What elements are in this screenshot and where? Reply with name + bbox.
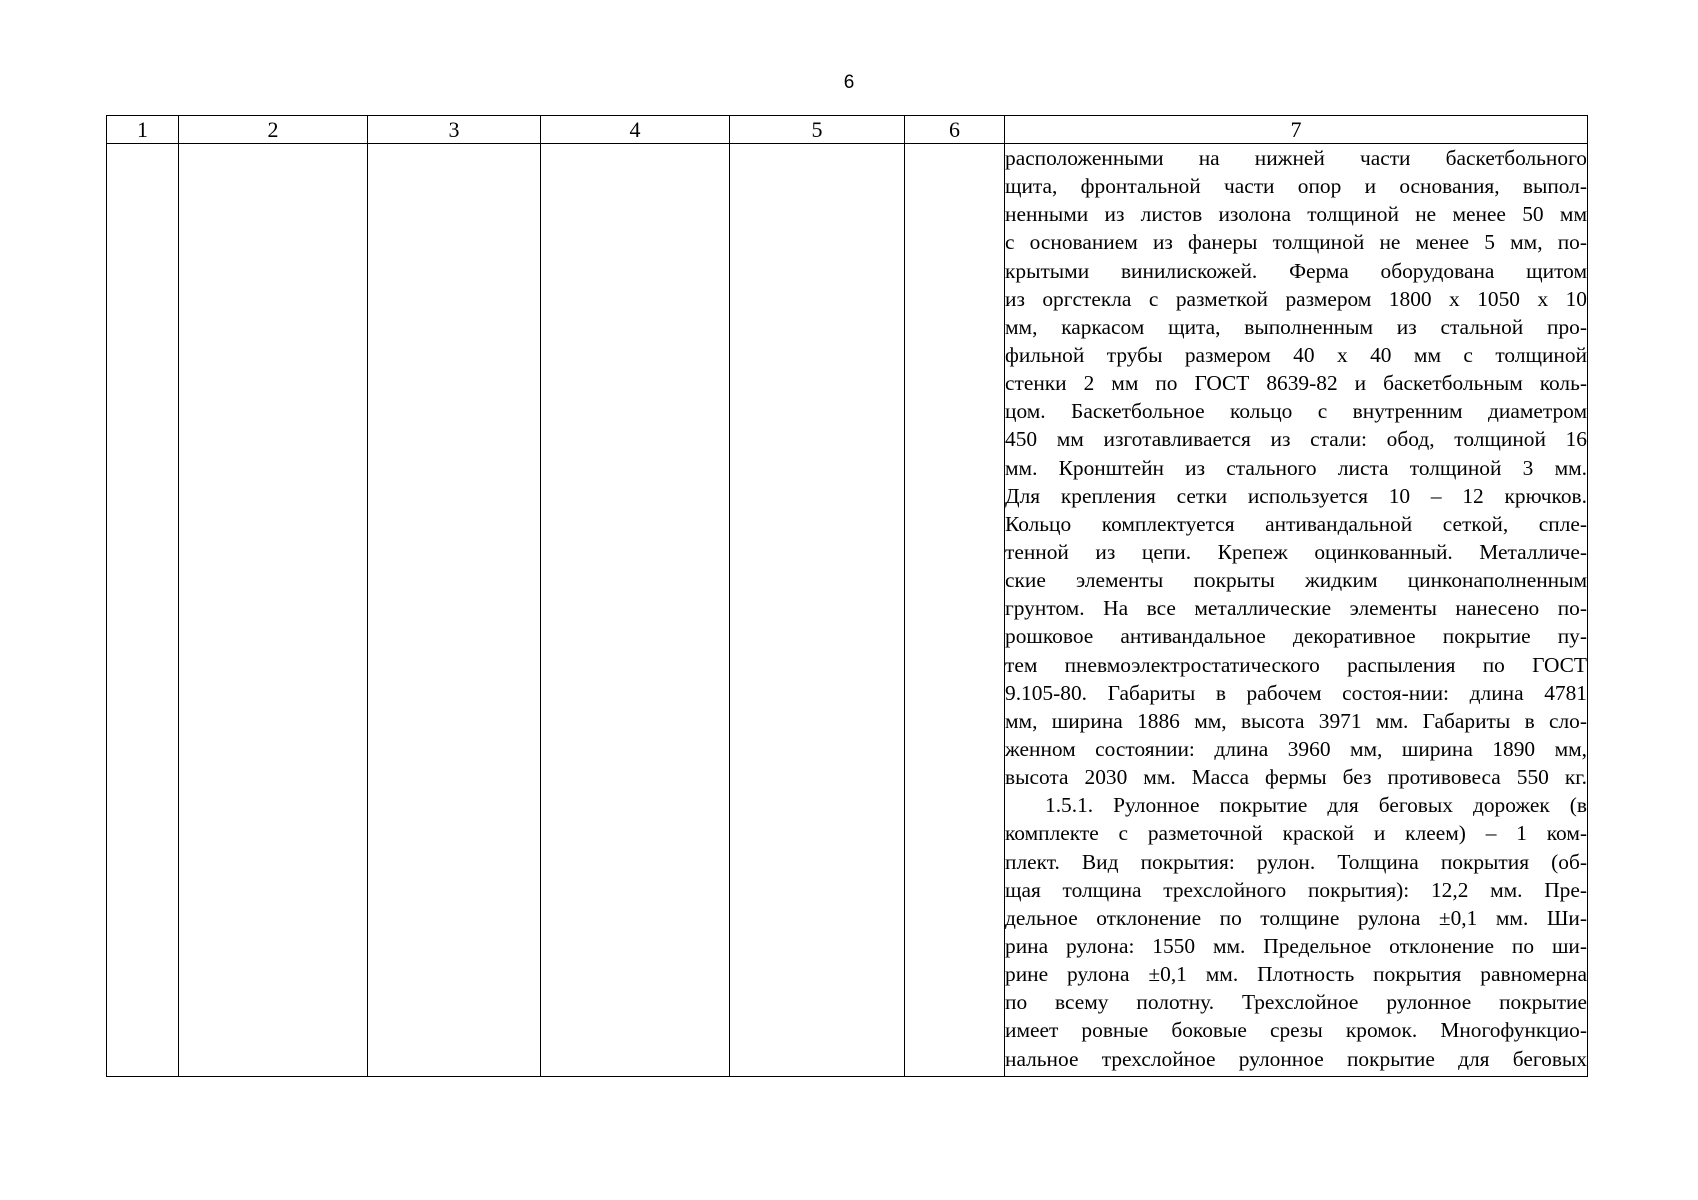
description-line: мм, каркасом щита, выполненным из стальной про- <box>1005 314 1587 339</box>
table-header <box>107 116 1588 144</box>
description-line: щая толщина трехслойного покрытия): 12,2 мм. Пре- <box>1005 877 1587 902</box>
description-line: Кольцо комплектуется антивандальной сеткой, спле- <box>1005 511 1587 536</box>
column-header-1: 1 <box>107 116 179 144</box>
table-row <box>107 144 1588 1077</box>
description-line: рина рулона: 1550 мм. Предельное отклонение по ши- <box>1005 933 1587 958</box>
description-line: рине рулона ±0,1 мм. Плотность покрытия равномерна <box>1005 962 1587 987</box>
specification-table <box>106 115 1588 1077</box>
description-line: с основанием из фанеры толщиной не менее 5 мм, по- <box>1005 230 1587 255</box>
page-number: 6 <box>843 72 855 93</box>
description-line: женном состоянии: длина 3960 мм, ширина 1890 мм, <box>1005 736 1587 761</box>
description-line: расположенными на нижней части баскетбольного <box>1005 146 1587 170</box>
description-line: щита, фронтальной части опор и основания, выпол- <box>1005 174 1587 199</box>
description-cell <box>1005 144 1588 1077</box>
description-line: высота 2030 мм. Масса фермы без противовеса 550 кг. <box>1005 765 1587 790</box>
description-line: дельное отклонение по толщине рулона ±0,1 мм. Ши- <box>1005 905 1587 930</box>
table-cell-col-5 <box>730 144 905 1077</box>
description-line: ские элементы покрыты жидким цинконаполненным <box>1005 568 1587 593</box>
description-line: тем пневмоэлектростатического распыления по ГОСТ <box>1005 652 1587 677</box>
column-header-6: 6 <box>905 116 1005 144</box>
description-line: мм, ширина 1886 мм, высота 3971 мм. Габариты в сло- <box>1005 708 1587 733</box>
table-cell-col-3 <box>368 144 541 1077</box>
table-header-row <box>107 116 1588 144</box>
description-line: по всему полотну. Трехслойное рулонное покрытие <box>1005 990 1587 1015</box>
description-line: нальное трехслойное рулонное покрытие для беговых <box>1005 1046 1587 1071</box>
description-line: рошковое антивандальное декоративное покрытие пу- <box>1005 624 1587 649</box>
table-cell-col-2 <box>179 144 368 1077</box>
description-line: 9.105-80. Габариты в рабочем состоя-нии: длина 4781 <box>1005 680 1587 705</box>
column-header-3: 3 <box>368 116 541 144</box>
description-line: грунтом. На все металлические элементы нанесено по- <box>1005 596 1587 621</box>
description-line: из оргстекла с разметкой размером 1800 х 1050 х 10 <box>1005 286 1587 311</box>
column-header-4: 4 <box>541 116 730 144</box>
description-line: плект. Вид покрытия: рулон. Толщина покрытия (об- <box>1005 849 1587 874</box>
table-cell-col-4 <box>541 144 730 1077</box>
table-cell-col-6 <box>905 144 1005 1077</box>
column-header-7: 7 <box>1005 116 1588 144</box>
description-line: ненными из листов изолона толщиной не менее 50 мм <box>1005 202 1587 227</box>
column-header-5: 5 <box>730 116 905 144</box>
description-line: имеет ровные боковые срезы кромок. Многофункцио- <box>1005 1018 1587 1043</box>
description-line: 1.5.1. Рулонное покрытие для беговых дорожек (в <box>1005 793 1587 818</box>
description-line: комплекте с разметочной краской и клеем) – 1 ком- <box>1005 821 1587 846</box>
description-line: тенной из цепи. Крепеж оцинкованный. Металличе- <box>1005 539 1587 564</box>
column-header-2: 2 <box>179 116 368 144</box>
description-line: стенки 2 мм по ГОСТ 8639-82 и баскетбольным коль- <box>1005 371 1587 396</box>
table-cell-col-1 <box>107 144 179 1077</box>
description-line: Для крепления сетки используется 10 – 12 крючков. <box>1005 483 1587 508</box>
description-line: цом. Баскетбольное кольцо с внутренним диаметром <box>1005 399 1587 424</box>
description-text <box>1005 144 1587 1073</box>
description-line: 450 мм изготавливается из стали: обод, толщиной 16 <box>1005 427 1587 452</box>
description-line: крытыми винилискожей. Ферма оборудована щитом <box>1005 258 1587 283</box>
description-line: фильной трубы размером 40 х 40 мм с толщиной <box>1005 342 1587 367</box>
description-line: мм. Кронштейн из стального листа толщиной 3 мм. <box>1005 455 1587 480</box>
